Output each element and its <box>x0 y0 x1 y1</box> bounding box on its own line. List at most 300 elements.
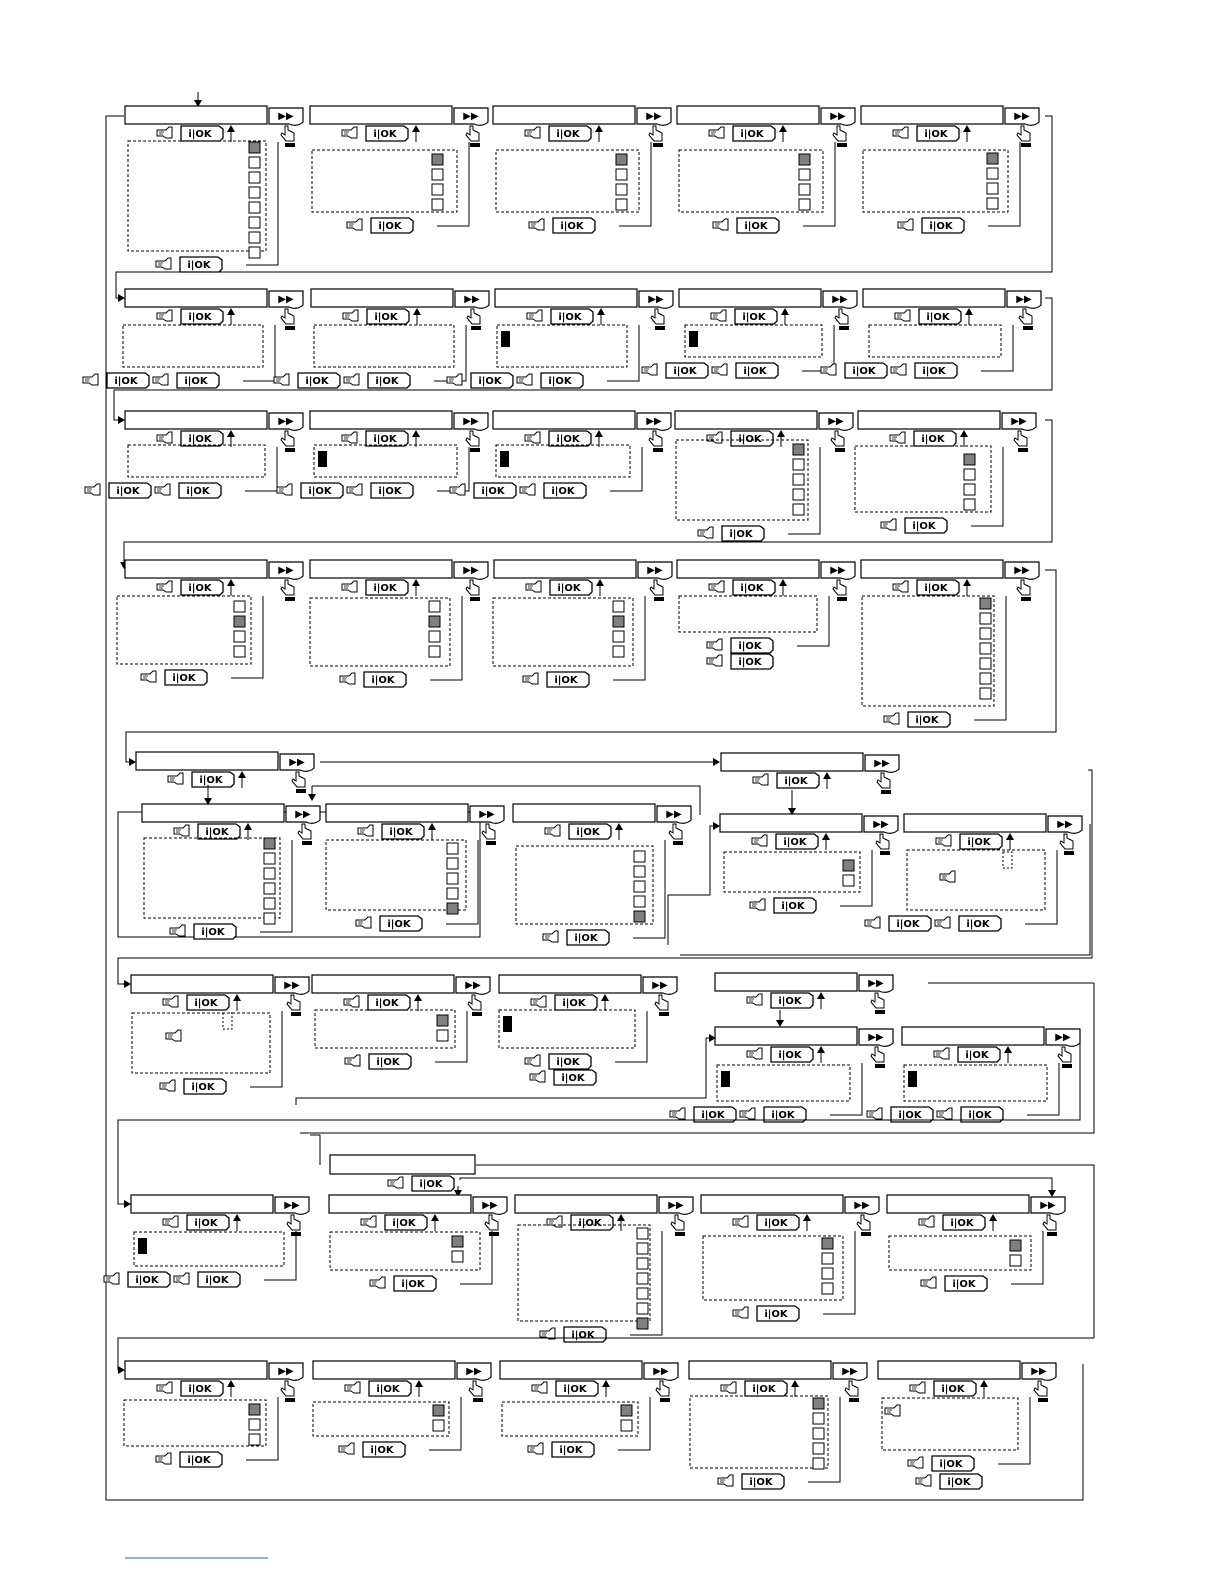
option-box-selected <box>437 1015 448 1026</box>
ok-key-label: i|OK <box>673 366 697 377</box>
raised-hand-icon <box>281 309 294 324</box>
raised-hand-cuff <box>837 143 847 147</box>
raised-hand-icon <box>1017 126 1030 141</box>
ok-key-label: i|OK <box>562 998 586 1009</box>
ok-key-label: i|OK <box>376 1384 400 1395</box>
lcd-display <box>679 289 821 307</box>
empty-slot <box>223 1013 232 1029</box>
option-box <box>964 484 975 495</box>
pointing-hand-icon <box>166 1030 181 1041</box>
pointing-hand-icon <box>752 835 767 846</box>
pointing-hand-icon <box>733 1307 748 1318</box>
raised-hand-icon <box>1019 309 1032 324</box>
option-box <box>634 851 645 862</box>
option-box <box>432 169 443 180</box>
option-box <box>799 199 810 210</box>
branch-line <box>310 1135 320 1165</box>
pointing-hand-icon <box>156 258 171 269</box>
ok-key-label: i|OK <box>378 486 402 497</box>
next-key-label: ▶▶ <box>646 111 662 122</box>
raised-hand-cuff <box>489 1232 499 1236</box>
next-key-label: ▶▶ <box>1055 1032 1071 1043</box>
next-key-label: ▶▶ <box>828 416 844 427</box>
pointing-hand-icon <box>141 671 156 682</box>
option-box <box>249 232 260 243</box>
ok-key-label: i|OK <box>188 129 212 140</box>
ok-key-label: i|OK <box>481 486 505 497</box>
lcd-display <box>125 106 267 124</box>
ok-key-label: i|OK <box>924 583 948 594</box>
ok-key-label: i|OK <box>186 486 210 497</box>
lcd-display <box>500 1361 642 1379</box>
pointing-hand-icon <box>529 219 544 230</box>
raised-hand-cuff <box>472 1012 482 1016</box>
ok-key-label: i|OK <box>401 1279 425 1290</box>
next-key-label: ▶▶ <box>463 416 479 427</box>
raised-hand-cuff <box>673 841 683 845</box>
pointing-hand-icon <box>893 127 908 138</box>
option-box <box>964 499 975 510</box>
pointing-hand-icon <box>274 374 289 385</box>
next-key-label: ▶▶ <box>873 819 889 830</box>
option-box <box>987 168 998 179</box>
option-box <box>637 1288 648 1299</box>
pointing-hand-icon <box>893 581 908 592</box>
pointing-hand-icon <box>698 527 713 538</box>
raised-hand-cuff <box>473 1398 483 1402</box>
next-key-label: ▶▶ <box>295 809 311 820</box>
ok-key-label: i|OK <box>188 312 212 323</box>
next-key-label: ▶▶ <box>289 757 305 768</box>
raised-hand-icon <box>281 126 294 141</box>
lcd-display <box>326 804 468 822</box>
ok-key-label: i|OK <box>558 312 582 323</box>
pointing-hand-icon <box>163 996 178 1007</box>
raised-hand-cuff <box>285 1398 295 1402</box>
option-box <box>793 474 804 485</box>
ok-key-label: i|OK <box>784 776 808 787</box>
raised-hand-cuff <box>861 1232 871 1236</box>
ok-key-label: i|OK <box>191 1082 215 1093</box>
next-key-label: ▶▶ <box>463 111 479 122</box>
raised-hand-cuff <box>285 326 295 330</box>
option-box <box>980 673 991 684</box>
menu-return-line <box>802 325 834 371</box>
option-box <box>964 469 975 480</box>
pointing-hand-icon <box>340 673 355 684</box>
menu-return-line <box>971 447 1003 526</box>
option-box-selected <box>793 444 804 455</box>
option-box <box>447 843 458 854</box>
ok-key-label: i|OK <box>114 376 138 387</box>
ok-key-label: i|OK <box>188 583 212 594</box>
raised-hand-cuff <box>881 790 891 794</box>
lcd-display <box>675 411 817 429</box>
next-key-label: ▶▶ <box>666 809 682 820</box>
edit-cursor <box>721 1071 730 1087</box>
pointing-hand-icon <box>388 1177 403 1188</box>
option-group <box>313 1402 449 1436</box>
option-group <box>690 1396 828 1468</box>
ok-key-label: i|OK <box>201 927 225 938</box>
ok-key-label: i|OK <box>738 657 762 668</box>
pointing-hand-icon <box>525 127 540 138</box>
next-key-label: ▶▶ <box>463 565 479 576</box>
option-group <box>132 1013 270 1073</box>
option-box-selected <box>264 838 275 849</box>
option-group <box>314 325 454 367</box>
ok-key-label: i|OK <box>742 312 766 323</box>
menu-return-line <box>607 325 639 381</box>
next-key-label: ▶▶ <box>278 416 294 427</box>
menu-return-line <box>250 1011 282 1087</box>
pointing-hand-icon <box>528 1443 543 1454</box>
pointing-hand-icon <box>370 1277 385 1288</box>
option-box-selected <box>432 154 443 165</box>
ok-key-label: i|OK <box>371 675 395 686</box>
option-box <box>452 1251 463 1262</box>
lcd-display <box>902 1027 1044 1045</box>
ok-key-label: i|OK <box>764 1218 788 1229</box>
pointing-hand-icon <box>821 364 836 375</box>
option-box <box>793 459 804 470</box>
pointing-hand-icon <box>83 374 98 385</box>
raised-hand-cuff <box>291 1012 301 1016</box>
option-box <box>249 1419 260 1430</box>
raised-hand-icon <box>468 995 481 1010</box>
pointing-hand-icon <box>753 774 768 785</box>
option-box <box>980 643 991 654</box>
ok-key-label: i|OK <box>556 434 580 445</box>
pointing-hand-icon <box>940 871 955 882</box>
raised-hand-cuff <box>1021 597 1031 601</box>
pointing-hand-icon <box>750 899 765 910</box>
next-key-label: ▶▶ <box>482 1200 498 1211</box>
ok-key-label: i|OK <box>560 221 584 232</box>
ok-key-label: i|OK <box>374 312 398 323</box>
ok-key-label: i|OK <box>749 1477 773 1488</box>
raised-hand-icon <box>649 431 662 446</box>
next-key-label: ▶▶ <box>668 1200 684 1211</box>
raised-hand-icon <box>287 995 300 1010</box>
option-box <box>429 646 440 657</box>
raised-hand-cuff <box>471 326 481 330</box>
pointing-hand-icon <box>642 364 657 375</box>
option-box <box>249 157 260 168</box>
option-box-selected <box>249 142 260 153</box>
next-key-label: ▶▶ <box>652 980 668 991</box>
raised-hand-cuff <box>486 841 496 845</box>
loop-line <box>460 1178 1052 1196</box>
raised-hand-icon <box>649 126 662 141</box>
pointing-hand-icon <box>343 310 358 321</box>
pointing-hand-icon <box>867 1108 882 1119</box>
pointing-hand-icon <box>157 310 172 321</box>
raised-hand-icon <box>485 1215 498 1230</box>
option-box <box>637 1258 648 1269</box>
pointing-hand-icon <box>709 581 724 592</box>
raised-hand-cuff <box>875 1064 885 1068</box>
ok-key-label: i|OK <box>375 998 399 1009</box>
next-key-label: ▶▶ <box>648 294 664 305</box>
ok-key-label: i|OK <box>571 1330 595 1341</box>
ok-key-label: i|OK <box>389 827 413 838</box>
lcd-display <box>312 975 454 993</box>
option-box <box>234 601 245 612</box>
pointing-hand-icon <box>540 1328 555 1339</box>
ok-key-label: i|OK <box>743 366 767 377</box>
next-key-label: ▶▶ <box>1031 1366 1047 1377</box>
ok-key-label: i|OK <box>116 486 140 497</box>
pointing-hand-icon <box>712 364 727 375</box>
ok-key-label: i|OK <box>548 376 572 387</box>
option-box <box>437 1030 448 1041</box>
pointing-hand-icon <box>733 1216 748 1227</box>
option-box-selected <box>822 1238 833 1249</box>
option-box <box>447 858 458 869</box>
raised-hand-cuff <box>470 597 480 601</box>
option-box-selected <box>447 903 458 914</box>
option-box-selected <box>613 616 624 627</box>
option-box <box>813 1443 824 1454</box>
row-link-line <box>118 1038 1080 1204</box>
option-box <box>980 688 991 699</box>
edit-cursor <box>500 451 509 467</box>
ok-key-label: i|OK <box>578 1218 602 1229</box>
pointing-hand-icon <box>174 1273 189 1284</box>
pointing-hand-icon <box>526 581 541 592</box>
menu-return-line <box>460 1231 492 1284</box>
pointing-hand-icon <box>543 931 558 942</box>
raised-hand-cuff <box>849 1398 859 1402</box>
raised-hand-cuff <box>653 448 663 452</box>
option-group <box>516 846 653 924</box>
pointing-hand-icon <box>532 1382 547 1393</box>
pointing-hand-icon <box>155 484 170 495</box>
ok-key-label: i|OK <box>738 641 762 652</box>
next-key-label: ▶▶ <box>1014 565 1030 576</box>
option-box-selected <box>813 1398 824 1409</box>
option-box <box>813 1428 824 1439</box>
option-box <box>980 613 991 624</box>
pointing-hand-icon <box>718 1475 733 1486</box>
ok-key-label: i|OK <box>563 1384 587 1395</box>
raised-hand-icon <box>1017 580 1030 595</box>
ok-key-label: i|OK <box>188 434 212 445</box>
ok-key-label: i|OK <box>375 376 399 387</box>
edit-cursor <box>503 1016 512 1032</box>
option-box <box>249 1434 260 1445</box>
raised-hand-icon <box>871 993 884 1008</box>
raised-hand-icon <box>466 126 479 141</box>
option-box-selected <box>637 1318 648 1329</box>
raised-hand-cuff <box>659 1012 669 1016</box>
pointing-hand-icon <box>711 310 726 321</box>
ok-key-label: i|OK <box>194 998 218 1009</box>
ok-key-label: i|OK <box>740 583 764 594</box>
option-box-selected <box>964 454 975 465</box>
ok-key-label: i|OK <box>764 1309 788 1320</box>
ok-key-label: i|OK <box>729 529 753 540</box>
ok-key-label: i|OK <box>896 919 920 930</box>
option-box <box>616 169 627 180</box>
lcd-display <box>330 1155 475 1174</box>
pointing-hand-icon <box>517 374 532 385</box>
option-box <box>249 217 260 228</box>
option-box <box>234 631 245 642</box>
option-group <box>907 850 1045 910</box>
ok-key-label: i|OK <box>194 1218 218 1229</box>
option-group <box>123 325 263 367</box>
pointing-hand-icon <box>339 1443 354 1454</box>
pointing-hand-icon <box>747 994 762 1005</box>
ok-key-label: i|OK <box>419 1179 443 1190</box>
raised-hand-icon <box>833 580 846 595</box>
ok-key-label: i|OK <box>740 129 764 140</box>
next-key-label: ▶▶ <box>278 294 294 305</box>
raised-hand-icon <box>671 1215 684 1230</box>
pointing-hand-icon <box>344 996 359 1007</box>
option-group <box>862 596 994 706</box>
option-box <box>987 183 998 194</box>
option-group <box>128 445 265 477</box>
next-key-label: ▶▶ <box>1011 416 1027 427</box>
raised-hand-cuff <box>1023 326 1033 330</box>
pointing-hand-icon <box>345 1055 360 1066</box>
pointing-hand-icon <box>910 1382 925 1393</box>
pointing-hand-icon <box>163 1216 178 1227</box>
option-box <box>621 1420 632 1431</box>
pointing-hand-icon <box>361 1216 376 1227</box>
option-group <box>315 1010 455 1048</box>
option-box-selected <box>1010 1240 1021 1251</box>
option-box-selected <box>452 1236 463 1247</box>
ok-key-label: i|OK <box>308 486 332 497</box>
pointing-hand-icon <box>721 1382 736 1393</box>
pointing-hand-icon <box>707 639 722 650</box>
menu-return-line <box>797 596 829 646</box>
ok-key-label: i|OK <box>915 715 939 726</box>
option-group <box>904 1065 1047 1101</box>
menu-return-line <box>264 1231 296 1280</box>
option-box <box>980 628 991 639</box>
raised-hand-cuff <box>1047 1232 1057 1236</box>
ok-key-label: i|OK <box>387 919 411 930</box>
option-box <box>799 184 810 195</box>
lcd-display <box>311 289 453 307</box>
raised-hand-icon <box>669 824 682 839</box>
raised-hand-cuff <box>296 789 306 793</box>
raised-hand-icon <box>857 1215 870 1230</box>
lcd-display <box>499 975 641 993</box>
pointing-hand-icon <box>890 432 905 443</box>
next-key-label: ▶▶ <box>832 294 848 305</box>
raised-hand-cuff <box>302 841 312 845</box>
raised-hand-cuff <box>285 448 295 452</box>
empty-slot <box>1003 852 1012 868</box>
pointing-hand-icon <box>937 1108 952 1119</box>
raised-hand-icon <box>466 580 479 595</box>
next-key-label: ▶▶ <box>466 1366 482 1377</box>
option-box <box>637 1228 648 1239</box>
menu-return-line <box>830 1063 862 1115</box>
option-box <box>813 1458 824 1469</box>
pointing-hand-icon <box>347 484 362 495</box>
option-box-selected <box>987 153 998 164</box>
lcd-display <box>493 106 635 124</box>
option-box <box>637 1273 648 1284</box>
option-box <box>264 853 275 864</box>
option-group <box>128 141 266 251</box>
ok-key-label: i|OK <box>373 434 397 445</box>
ok-key-label: i|OK <box>926 312 950 323</box>
raised-hand-icon <box>655 995 668 1010</box>
ok-key-label: i|OK <box>187 1455 211 1466</box>
option-box <box>432 199 443 210</box>
lcd-display <box>125 411 267 429</box>
pointing-hand-icon <box>525 432 540 443</box>
pointing-hand-icon <box>934 1048 949 1059</box>
option-box <box>634 881 645 892</box>
ok-key-label: i|OK <box>947 1477 971 1488</box>
option-box <box>249 172 260 183</box>
option-box <box>613 631 624 642</box>
pointing-hand-icon <box>898 219 913 230</box>
raised-hand-cuff <box>653 143 663 147</box>
option-box <box>447 888 458 899</box>
menu-return-line <box>615 1011 647 1062</box>
pointing-hand-icon <box>919 1216 934 1227</box>
lcd-display <box>715 1027 857 1045</box>
ok-key-label: i|OK <box>778 1050 802 1061</box>
ok-key-label: i|OK <box>852 366 876 377</box>
pointing-hand-icon <box>345 1382 360 1393</box>
next-key-label: ▶▶ <box>842 1366 858 1377</box>
option-box <box>249 247 260 258</box>
pointing-hand-icon <box>885 1405 900 1416</box>
ok-key-label: i|OK <box>771 1110 795 1121</box>
next-key-label: ▶▶ <box>868 1032 884 1043</box>
raised-hand-cuff <box>285 143 295 147</box>
pointing-hand-icon <box>356 917 371 928</box>
ok-key-label: i|OK <box>898 1110 922 1121</box>
raised-hand-icon <box>650 580 663 595</box>
ok-key-label: i|OK <box>950 1218 974 1229</box>
raised-hand-icon <box>651 309 664 324</box>
ok-key-label: i|OK <box>952 1279 976 1290</box>
next-key-label: ▶▶ <box>854 1200 870 1211</box>
lcd-display <box>861 106 1003 124</box>
ok-key-label: i|OK <box>576 827 600 838</box>
lcd-display <box>677 106 819 124</box>
option-group <box>496 445 630 477</box>
menu-return-line <box>610 447 642 491</box>
edit-cursor <box>318 451 327 467</box>
option-box <box>1010 1255 1021 1266</box>
lcd-display <box>125 1361 267 1379</box>
option-group <box>518 1225 650 1321</box>
pointing-hand-icon <box>707 432 722 443</box>
pointing-hand-icon <box>153 374 168 385</box>
option-box <box>429 601 440 612</box>
pointing-hand-icon <box>523 673 538 684</box>
option-group <box>314 445 457 477</box>
option-box <box>264 883 275 894</box>
lcd-display <box>136 752 278 770</box>
option-box <box>822 1268 833 1279</box>
ok-key-label: i|OK <box>967 837 991 848</box>
lcd-display <box>310 560 452 578</box>
